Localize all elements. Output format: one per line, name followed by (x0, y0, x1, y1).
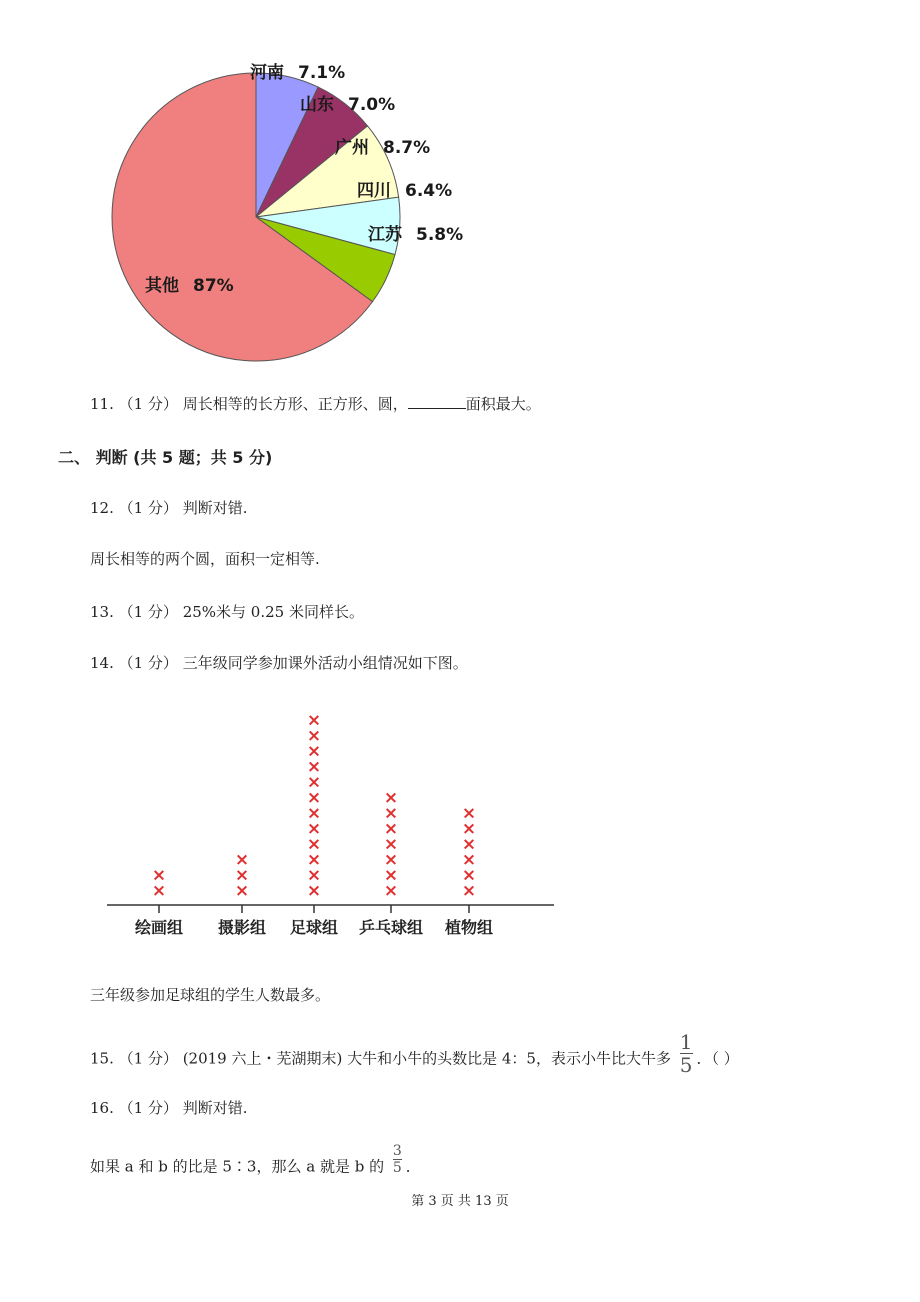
question-16: 16. （1 分） 判断对错. (90, 1099, 248, 1117)
answer-blank[interactable] (408, 394, 466, 409)
question-15 (90, 1030, 739, 1081)
dot-plot-marker: × (383, 865, 399, 886)
dot-plot-marker: × (234, 865, 250, 886)
dot-plot-marker: × (306, 741, 322, 762)
dot-plot-marker: × (306, 834, 322, 855)
dot-plot-marker: × (461, 834, 477, 855)
fraction-numerator: 1 (679, 1030, 693, 1054)
pie-label-value: 8.7% (383, 138, 431, 158)
dot-plot-marker: × (306, 710, 322, 731)
question-16-text: 如果 a 和 b 的比是 5∶3，那么 a 就是 b 的 (90, 1157, 385, 1176)
pie-label-name: 其他 (145, 276, 179, 296)
page-footer: 第 3 页 共 13 页 (411, 1194, 509, 1209)
fraction-denominator: 5 (392, 1160, 402, 1176)
pie-label-4 (368, 220, 463, 245)
fraction-three-fifths (393, 1144, 402, 1175)
dot-plot-marker: × (306, 850, 322, 870)
dot-plot-marker: × (461, 865, 477, 886)
dot-plot-marker: × (383, 788, 399, 808)
pie-label-name: 四川 (357, 181, 391, 201)
dot-plot-marker: × (461, 850, 477, 870)
dot-plot-marker: × (383, 803, 399, 824)
pie-label-value: 6.4% (405, 181, 453, 201)
dot-plot-marker: × (461, 819, 477, 839)
question-12: 12. （1 分） 判断对错. (90, 499, 248, 517)
pie-label-value: 7.1% (298, 63, 346, 83)
pie-label-3 (357, 176, 452, 201)
pie-label-0 (250, 58, 345, 83)
pie-label-1 (300, 90, 395, 115)
question-13: 13. （1 分） 25%米与 0.25 米同样长。 (90, 603, 364, 621)
pie-label-2 (335, 133, 430, 158)
pie-label-name: 山东 (300, 95, 334, 115)
pie-label-name: 河南 (250, 63, 284, 83)
dot-plot-chart (0, 690, 920, 950)
pie-label-value: 7.0% (348, 95, 396, 115)
dot-plot-marker: × (383, 881, 399, 901)
dot-plot-marker: × (151, 865, 167, 886)
dot-plot-marker: × (306, 726, 322, 746)
question-11-suffix: 面积最大。 (465, 395, 541, 413)
dot-plot-marker: × (306, 819, 322, 839)
dot-plot-marker: × (306, 803, 322, 824)
question-16-body (90, 1143, 421, 1183)
question-14-body: 三年级参加足球组的学生人数最多。 (90, 986, 331, 1004)
dot-plot-marker: × (306, 757, 322, 777)
dot-plot-marker: × (383, 850, 399, 870)
dot-plot-marker: × (306, 865, 322, 886)
dot-plot-category-3: 乒乓球组 (358, 918, 424, 937)
fraction-denominator: 5 (679, 1053, 693, 1077)
question-16-tail: ． (405, 1157, 421, 1176)
question-15-tail: ．（ ） (696, 1049, 739, 1068)
pie-label-value: 87% (193, 276, 234, 296)
question-12-body: 周长相等的两个圆，面积一定相等. (90, 550, 320, 568)
question-14: 14. （1 分） 三年级同学参加课外活动小组情况如下图。 (90, 654, 468, 672)
dot-plot-marker: × (306, 881, 322, 901)
dot-plot-marker: × (151, 881, 167, 901)
pie-label-name: 广州 (335, 138, 369, 158)
dot-plot-marker: × (383, 819, 399, 839)
fraction-one-fifth (680, 1032, 693, 1075)
dot-plot-marker: × (383, 834, 399, 855)
question-11 (90, 393, 541, 414)
dot-plot-category-0: 绘画组 (134, 918, 184, 937)
dot-plot-marker: × (306, 772, 322, 793)
dot-plot-category-4: 植物组 (444, 918, 494, 937)
dot-plot-marker: × (234, 881, 250, 901)
pie-label-5 (145, 271, 234, 296)
pie-label-value: 5.8% (416, 225, 464, 245)
dot-plot-category-2: 足球组 (289, 918, 339, 937)
pie-chart (0, 0, 920, 380)
dot-plot-marker: × (461, 881, 477, 901)
section-title: 二、 判断 (共 5 题；共 5 分) (58, 448, 273, 467)
dot-plot-marker: × (461, 803, 477, 824)
fraction-numerator: 3 (392, 1143, 402, 1159)
dot-plot-category-1: 摄影组 (217, 918, 267, 937)
question-15-text: 15. （1 分） (2019 六上・芜湖期末) 大牛和小牛的头数比是 4：5，表示小牛比大牛多 (90, 1049, 671, 1068)
pie-label-name: 江苏 (368, 225, 402, 245)
question-11-prefix: 11. （1 分） 周长相等的长方形、正方形、圆， (90, 395, 408, 413)
dot-plot-marker: × (306, 788, 322, 808)
dot-plot-marker: × (234, 850, 250, 870)
